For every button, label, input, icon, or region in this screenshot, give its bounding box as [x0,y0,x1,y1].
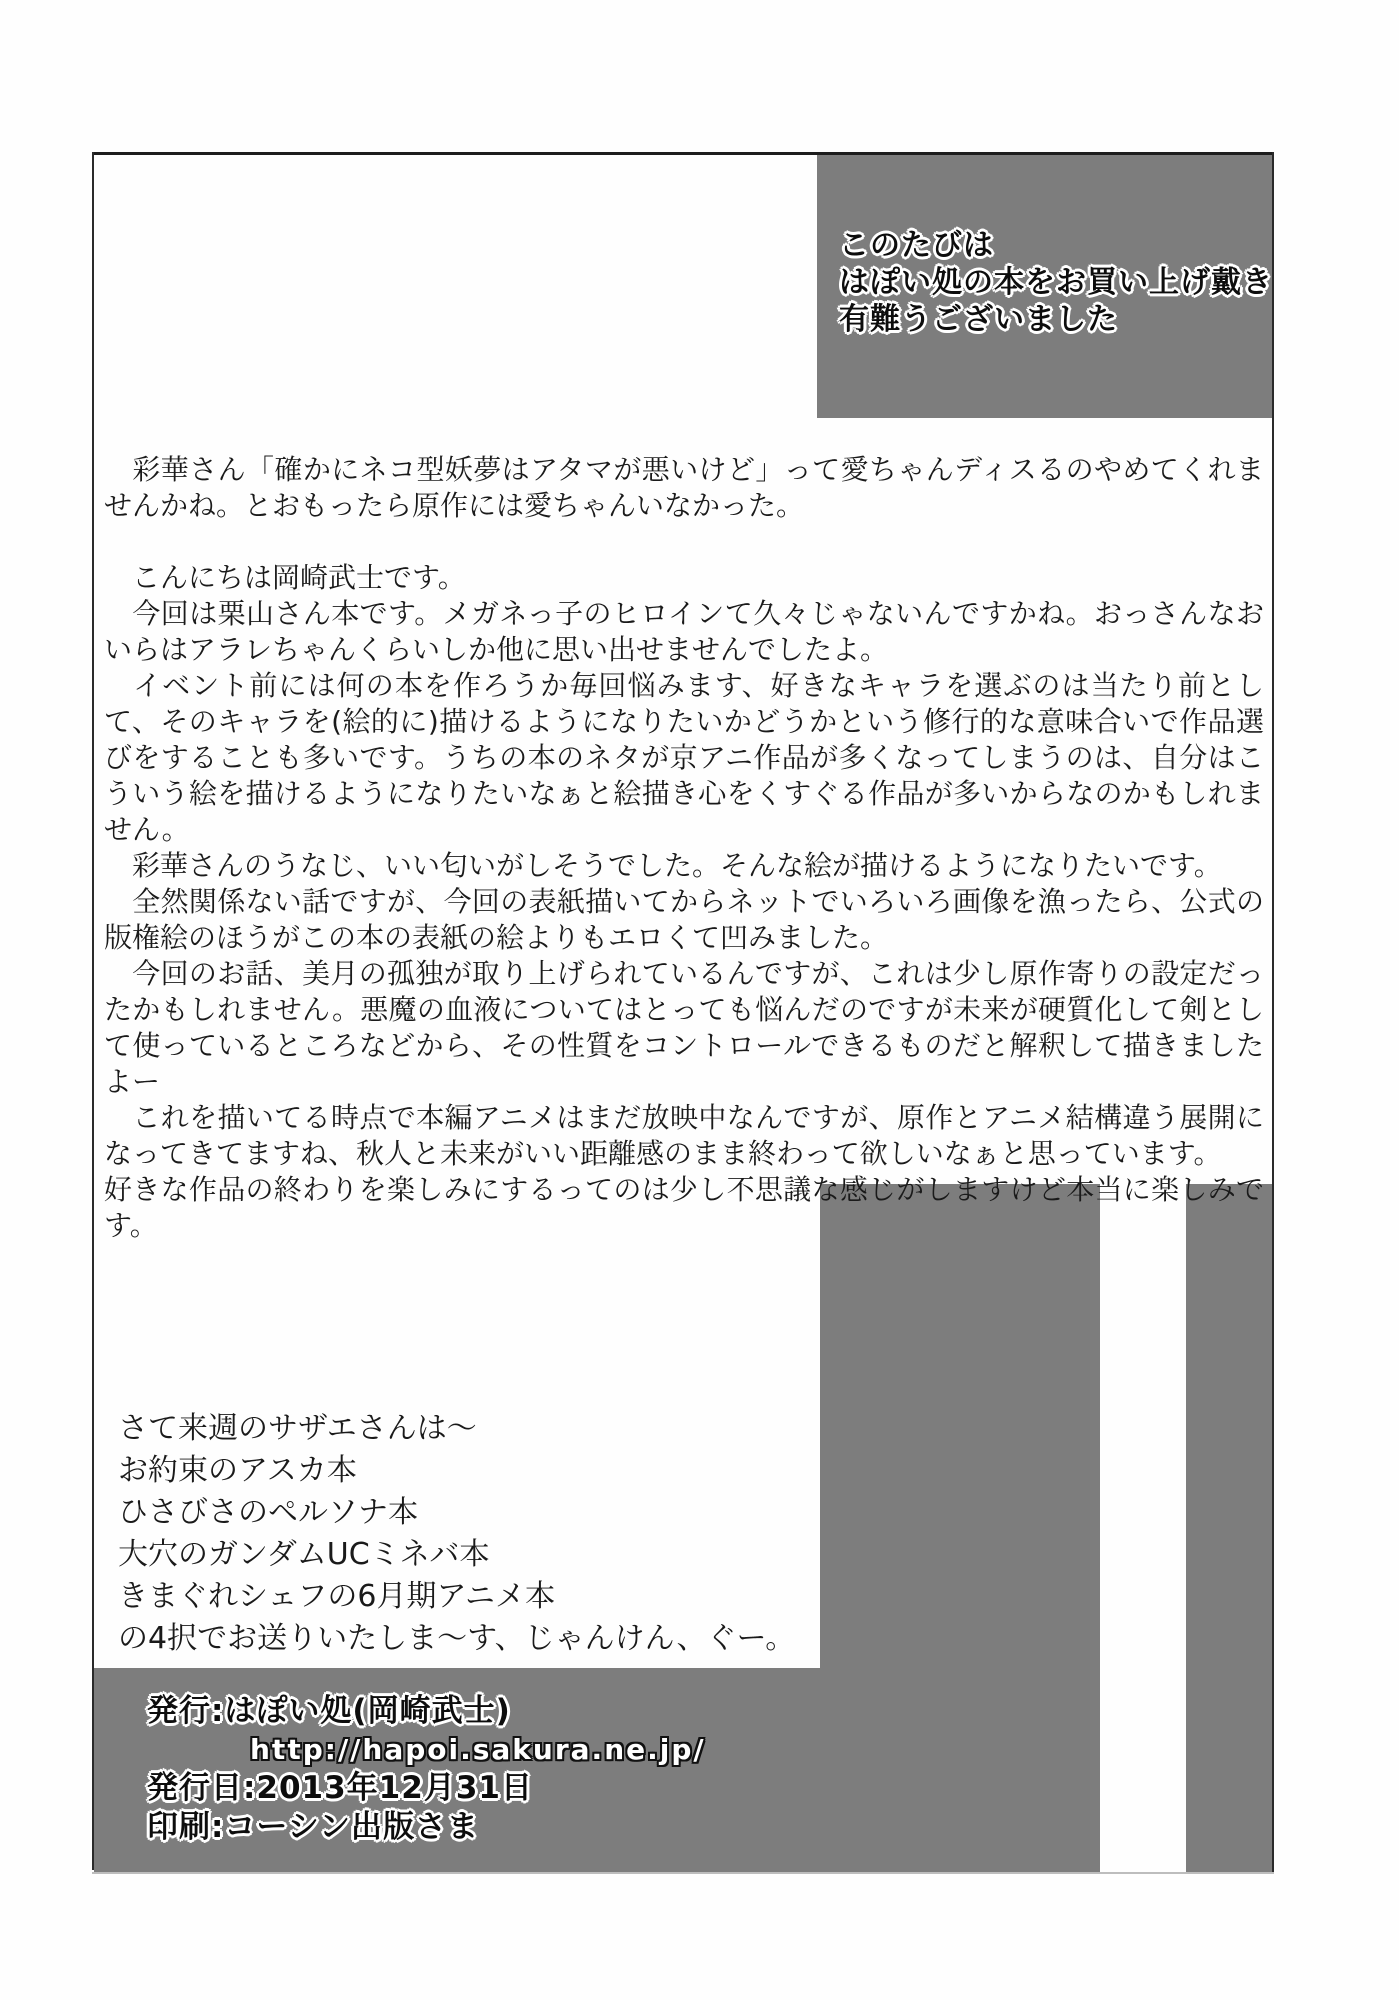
colophon-printer: 印刷:コーシン出版さま [147,1809,480,1845]
page-bottom-edge [92,1872,1274,1874]
announcement-line: お約束のアスカ本 [118,1453,357,1488]
gray-column-right [1186,1184,1272,1874]
page-border-left [92,152,94,1870]
paragraph: 今回のお話、美月の孤独が取り上げられているんですが、これは少し原作寄りの設定だったかもしれません。悪魔の血液についてはとっても悩んだのですが未来が硬質化して剣として使っているところなどから、その性質をコントロールできるものだと解釈して描きましたよー [104,957,1264,1098]
greeting-line-2: はぽい処の本をお買い上げ戴き [839,265,1273,300]
paragraph: 全然関係ない話ですが、今回の表紙描いてからネットでいろいろ画像を漁ったら、公式の版権絵のほうがこの本の表紙の絵よりもエロくて凹みました。 [104,885,1264,954]
announcement-list [118,1408,795,1660]
announcement-line: ひさびさのペルソナ本 [118,1495,418,1530]
greeting-line-1: このたびは [839,228,994,263]
announcement-line: の4択でお送りいたしま～す、じゃんけん、ぐー。 [118,1621,796,1656]
body-text [104,452,1264,1244]
greeting-gray-box [817,155,1272,418]
announcement-line: きまぐれシェフの6月期アニメ本 [118,1579,555,1614]
announcement-line: 大穴のガンダムUCミネバ本 [118,1537,490,1572]
announcement-line: さて来週のサザエさんは～ [118,1411,477,1446]
greeting-line-3: 有難うございました [839,302,1118,337]
greeting-text [839,227,1273,338]
paragraph: 今回は栗山さん本です。メガネっ子のヒロインて久々じゃないんですかね。おっさんなおいらはアラレちゃんくらいしか他に思い出せませんでしたよ。 [104,597,1264,666]
paragraph: こんにちは岡崎武士です。 [104,561,466,594]
paragraph: イベント前には何の本を作ろうか毎回悩みます、好きなキャラを選ぶのは当たり前として、そのキャラを(絵的に)描けるようになりたいかどうかという修行的な意味合いで作品選びをすることも多いです。うちの本のネタが京アニ作品が多くなってしまうのは、自分はこういう絵を描けるようになりたいなぁと絵描き心をくすぐる作品が多いからなのかもしれません。 [104,669,1264,846]
paragraph: 好きな作品の終わりを楽しみにするってのは少し不思議な感じがしますけど本当に楽しみです。 [104,1173,1264,1242]
colophon [147,1692,706,1847]
colophon-publisher: 発行:はぽい処(岡崎武士) [147,1693,511,1729]
colophon-date: 発行日:2013年12月31日 [147,1770,533,1806]
colophon-url: http://hapoi.sakura.ne.jp/ [250,1733,706,1766]
paragraph: これを描いてる時点で本編アニメはまだ放映中なんですが、原作とアニメ結構違う展開になってきてますね、秋人と未来がいい距離感のまま終わって欲しいなぁと思っています。 [104,1101,1264,1170]
paragraph: 彩華さんのうなじ、いい匂いがしそうでした。そんな絵が描けるようになりたいです。 [104,849,1222,882]
page-border-right [1272,152,1274,1873]
paragraph: 彩華さん「確かにネコ型妖夢はアタマが悪いけど」って愛ちゃんディスるのやめてくれませんかね。とおもったら原作には愛ちゃんいなかった。 [104,453,1264,522]
